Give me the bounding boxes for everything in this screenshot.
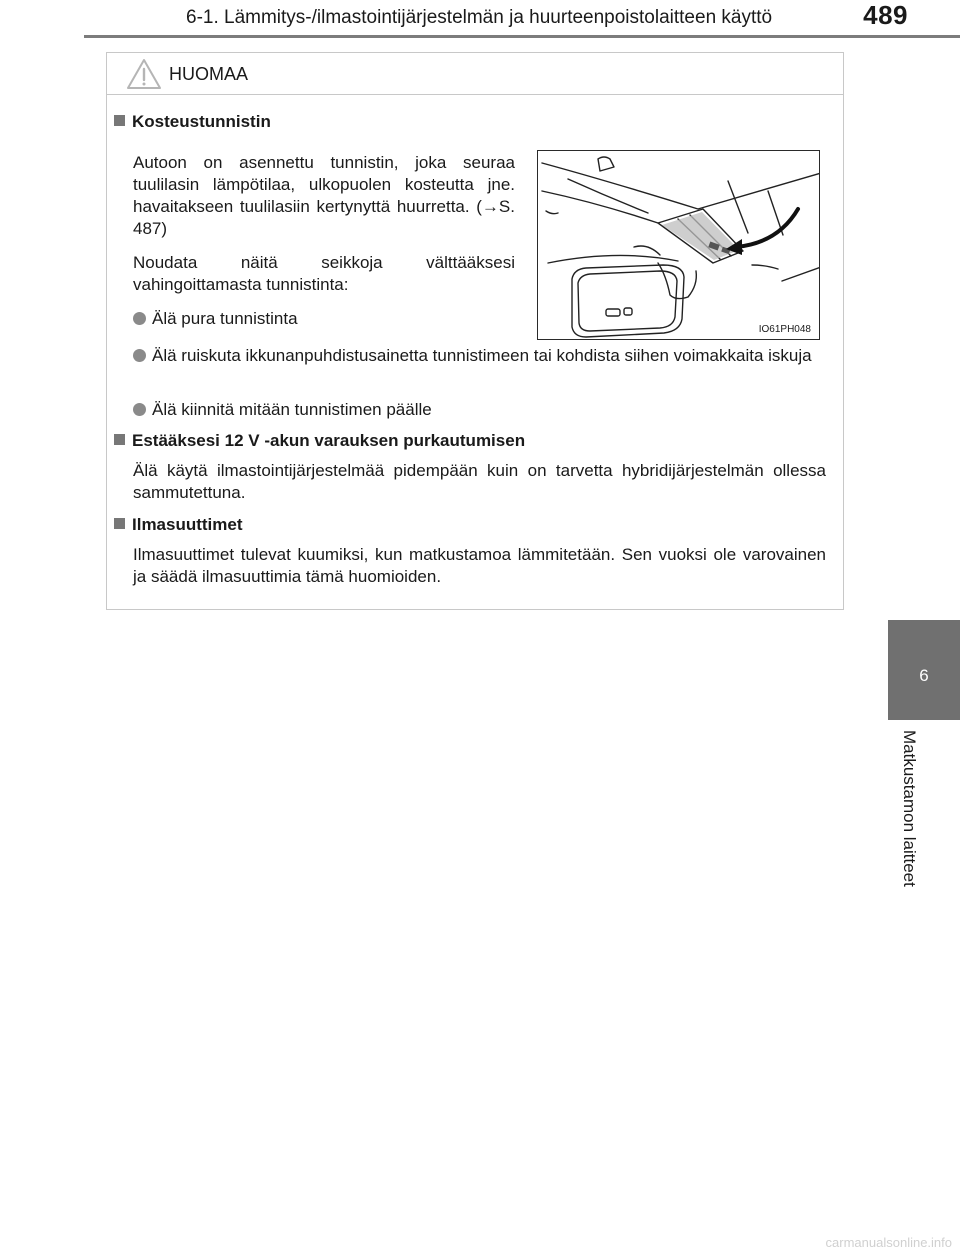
air-vents-description: Ilmasuuttimet tulevat kuumiksi, kun matkustamoa lämmitetään. Sen vuoksi ole varovainen ja säädä ilmasuuttimia tämä huomioiden.	[133, 545, 826, 586]
bullet-dot-icon	[133, 403, 146, 416]
warning-triangle-icon	[125, 57, 163, 91]
section-heading-air-vents: Ilmasuuttimet	[114, 514, 243, 536]
section-heading-battery: Estääksesi 12 V -akun varauksen purkautumisen	[114, 430, 525, 452]
list-item: Älä kiinnitä mitään tunnistimen päälle	[152, 399, 826, 421]
header-rule	[84, 35, 960, 38]
notice-header	[107, 53, 843, 95]
page-number: 489	[863, 0, 908, 30]
chapter-header-title: 6-1. Lämmitys-/ilmastointijärjestelmän ja huurteenpoistolaitteen käyttö	[186, 7, 773, 28]
chapter-tab-label: Matkustamon laitteet	[900, 730, 919, 887]
sensor-illustration	[537, 150, 820, 340]
square-bullet-icon	[114, 434, 125, 445]
bullet-dot-icon	[133, 349, 146, 362]
battery-description: Älä käytä ilmastointijärjestelmää pidempään kuin on tarvetta hybridijärjestelmän ollessa sammutettuna.	[133, 461, 826, 502]
list-item: Älä pura tunnistinta	[152, 308, 515, 330]
sensor-instructions: Noudata näitä seikkoja välttääksesi vahingoittamasta tunnistinta:	[133, 253, 515, 294]
sensor-description: Autoon on asennettu tunnistin, joka seuraa tuulilasin lämpötilaa, ulkopuolen kosteutta jne. havaitakseen tuulilasiin kertynyttä huurretta. (→S. 487)	[133, 153, 515, 238]
chapter-tab-number: 6	[919, 666, 929, 685]
chapter-tab	[888, 620, 960, 720]
notice-title: HUOMAA	[169, 64, 249, 84]
square-bullet-icon	[114, 518, 125, 529]
bullet-dot-icon	[133, 312, 146, 325]
figure-code: IO61PH048	[758, 324, 811, 335]
list-item: Älä ruiskuta ikkunanpuhdistusainetta tunnistimeen tai kohdista siihen voimakkaita iskuja	[152, 345, 826, 367]
rearview-mirror-sensor-drawing	[538, 151, 820, 340]
square-bullet-icon	[114, 115, 125, 126]
watermark: carmanualsonline.info	[825, 1235, 952, 1250]
section-heading-humidity-sensor: Kosteustunnistin	[114, 111, 271, 133]
